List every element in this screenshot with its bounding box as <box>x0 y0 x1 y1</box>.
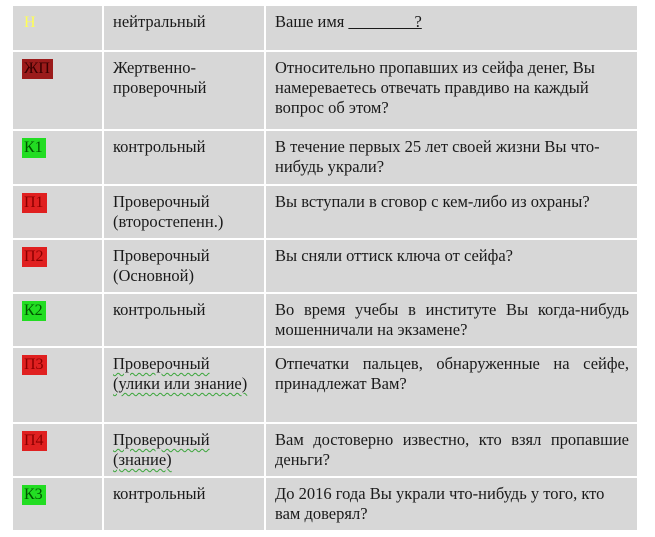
code-cell <box>12 423 103 477</box>
type-cell <box>103 51 265 130</box>
question-code: К1 <box>22 138 46 158</box>
question-type: Проверочный (улики или знание) <box>113 354 248 393</box>
question-text: Вы вступали в сговор с кем-либо из охраны? <box>275 192 590 211</box>
question-cell <box>265 130 638 185</box>
code-cell <box>12 347 103 423</box>
question-type: контрольный <box>113 300 206 319</box>
code-cell <box>12 239 103 293</box>
question-type: Проверочный (второстепенн.) <box>113 192 224 231</box>
name-blank: ________ <box>348 12 415 31</box>
question-text: До 2016 года Вы украли что-нибудь у того, кто вам доверял? <box>275 484 605 523</box>
type-cell <box>103 293 265 347</box>
question-cell <box>265 51 638 130</box>
table-row <box>12 239 638 293</box>
type-cell <box>103 5 265 51</box>
question-code: Н <box>24 14 36 31</box>
code-cell <box>12 293 103 347</box>
type-cell <box>103 477 265 531</box>
question-cell <box>265 293 638 347</box>
question-cell <box>265 239 638 293</box>
type-cell <box>103 130 265 185</box>
table-row <box>12 130 638 185</box>
question-code: П1 <box>22 193 47 213</box>
code-cell <box>12 5 103 51</box>
question-text: Вам достоверно известно, кто взял пропавшие деньги? <box>275 430 629 469</box>
question-code: П4 <box>22 431 47 451</box>
question-text: Ваше имя <box>275 12 349 31</box>
question-type: Жертвенно-проверочный <box>113 58 207 97</box>
table-row <box>12 185 638 239</box>
question-code: П2 <box>22 247 47 267</box>
code-cell <box>12 51 103 130</box>
code-cell <box>12 130 103 185</box>
code-cell <box>12 185 103 239</box>
question-type: Проверочный (знание) <box>113 430 210 469</box>
type-cell <box>103 239 265 293</box>
question-mark: ? <box>414 12 422 31</box>
table-row <box>12 5 638 51</box>
table-row <box>12 51 638 130</box>
question-cell <box>265 423 638 477</box>
question-code: П3 <box>22 355 47 375</box>
question-code: К3 <box>22 485 46 505</box>
table-row <box>12 423 638 477</box>
question-text: Относительно пропавших из сейфа денег, Вы намереваетесь отвечать правдиво на каждый вопрос об этом? <box>275 58 595 117</box>
question-cell <box>265 347 638 423</box>
question-cell <box>265 5 638 51</box>
table-row <box>12 293 638 347</box>
question-text: Отпечатки пальцев, обнаруженные на сейфе, принадлежат Вам? <box>275 354 629 393</box>
questions-table <box>11 4 639 532</box>
question-text: В течение первых 25 лет своей жизни Вы что-нибудь украли? <box>275 137 600 176</box>
question-type: Проверочный (Основной) <box>113 246 210 285</box>
question-text: Вы сняли оттиск ключа от сейфа? <box>275 246 513 265</box>
question-text: Во время учебы в институте Вы когда-нибудь мошенничали на экзамене? <box>275 300 629 339</box>
table-row <box>12 477 638 531</box>
question-code: ЖП <box>22 59 53 79</box>
question-cell <box>265 185 638 239</box>
question-type: нейтральный <box>113 12 206 31</box>
question-cell <box>265 477 638 531</box>
question-type: контрольный <box>113 137 206 156</box>
type-cell <box>103 185 265 239</box>
question-type: контрольный <box>113 484 206 503</box>
type-cell <box>103 423 265 477</box>
type-cell <box>103 347 265 423</box>
question-code: К2 <box>22 301 46 321</box>
code-cell <box>12 477 103 531</box>
table-row <box>12 347 638 423</box>
